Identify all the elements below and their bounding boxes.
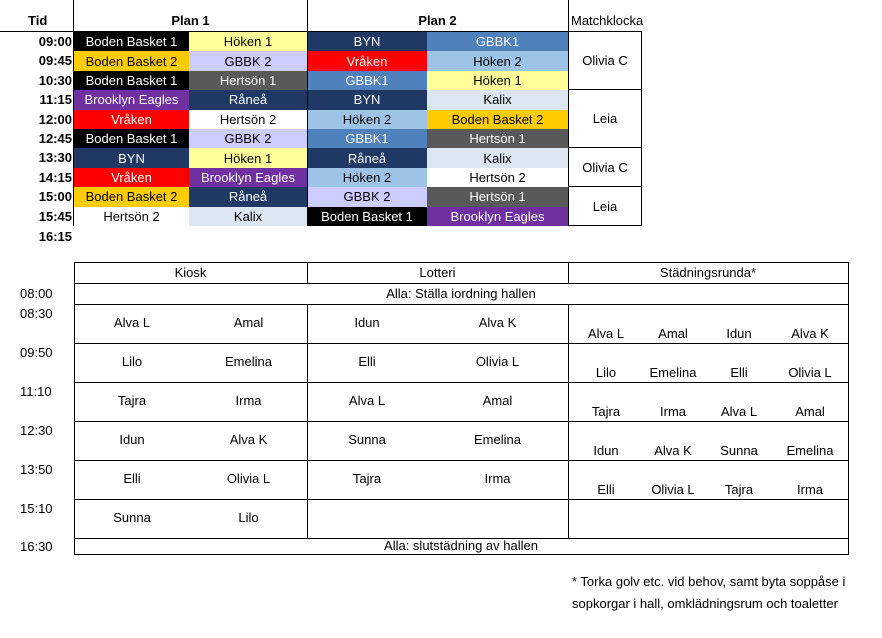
- duty-time: 15:10: [20, 501, 53, 516]
- duty-time: 16:30: [20, 539, 53, 554]
- duty-time: 12:30: [20, 423, 53, 438]
- match-team-cell: GBBK1: [427, 32, 568, 51]
- kiosk-person: Lilo: [121, 353, 143, 369]
- cleaning-person: Sunna: [720, 442, 758, 458]
- lotteri-person: Sunna: [348, 431, 386, 447]
- cleaning-person: Tajra: [724, 481, 754, 497]
- kiosk-person: Elli: [123, 470, 141, 486]
- lotteri-header: Lotteri: [419, 265, 456, 280]
- grid-line: [568, 0, 569, 32]
- duty-time: 11:10: [20, 384, 52, 399]
- kiosk-person: Idun: [119, 431, 145, 447]
- match-team-cell: GBBK 2: [189, 51, 307, 70]
- cleaning-person: Elli: [730, 364, 748, 380]
- match-team-cell: Höken 2: [307, 110, 427, 129]
- kiosk-person: Tajra: [117, 392, 147, 408]
- time-label: 15:00: [38, 189, 72, 205]
- match-team-cell: Vråken: [74, 168, 189, 187]
- match-team-cell: Råneå: [189, 90, 307, 109]
- grid-line: [74, 304, 848, 305]
- match-team-cell: GBBK 2: [307, 187, 427, 206]
- match-team-cell: Råneå: [307, 148, 427, 167]
- time-label: 15:45: [38, 208, 72, 224]
- clock-cell: Olivia C: [568, 32, 642, 90]
- match-team-cell: GBBK1: [307, 129, 427, 148]
- time-label: 12:00: [38, 111, 72, 127]
- cleaning-person: Irma: [797, 481, 823, 497]
- grid-line: [0, 31, 568, 32]
- cleaning-person: Elli: [597, 481, 615, 497]
- match-team-cell: Hertsön 2: [74, 207, 189, 226]
- match-team-cell: BYN: [307, 32, 427, 51]
- match-team-cell: Boden Basket 2: [74, 187, 189, 206]
- match-team-cell: Vråken: [307, 51, 427, 70]
- setup-all-cell: Alla: Ställa iordning hallen: [386, 286, 536, 301]
- match-team-cell: Hertsön 1: [427, 187, 568, 206]
- clock-header: Matchklocka: [571, 13, 644, 28]
- time-header: Tid: [28, 13, 48, 28]
- match-team-cell: Hertsön 1: [189, 71, 307, 90]
- match-team-cell: Brooklyn Eagles: [427, 207, 568, 226]
- grid-line: [307, 0, 308, 226]
- clock-cell: Olivia C: [568, 148, 642, 187]
- match-team-cell: Hertsön 2: [427, 168, 568, 187]
- match-team-cell: BYN: [307, 90, 427, 109]
- grid-line: [568, 31, 642, 32]
- match-team-cell: Boden Basket 2: [74, 51, 189, 70]
- time-label: 12:45: [38, 131, 72, 146]
- cleaning-person: Emelina: [649, 364, 697, 380]
- kiosk-person: Emelina: [225, 353, 272, 369]
- kiosk-person: Irma: [235, 392, 262, 408]
- grid-line: [307, 304, 308, 538]
- grid-line: [74, 460, 848, 461]
- grid-line: [74, 554, 848, 555]
- grid-line: [74, 382, 848, 383]
- kiosk-person: Lilo: [238, 509, 259, 525]
- cleanup-all-cell: Alla: slutstädning av hallen: [384, 538, 538, 553]
- kiosk-person: Sunna: [113, 509, 151, 525]
- time-label: 09:00: [38, 34, 72, 49]
- match-team-cell: Råneå: [189, 187, 307, 206]
- time-label: 09:45: [38, 53, 72, 69]
- match-team-cell: Höken 1: [189, 32, 307, 51]
- match-team-cell: GBBK1: [307, 71, 427, 90]
- match-team-cell: Kalix: [427, 148, 568, 167]
- cleaning-person: Alva L: [720, 403, 758, 419]
- end-time: 16:15: [38, 229, 72, 244]
- lotteri-person: Alva K: [478, 314, 517, 330]
- match-team-cell: Boden Basket 1: [307, 207, 427, 226]
- match-team-cell: GBBK 2: [189, 129, 307, 148]
- duty-time: 09:50: [20, 345, 53, 360]
- lotteri-person: Tajra: [352, 470, 382, 486]
- lotteri-person: Emelina: [474, 431, 521, 447]
- cleaning-person: Alva K: [654, 442, 692, 458]
- grid-line: [73, 0, 74, 226]
- cleaning-person: Irma: [660, 403, 686, 419]
- kiosk-person: Alva K: [229, 431, 268, 447]
- grid-line: [568, 304, 569, 538]
- lotteri-person: Alva L: [348, 392, 386, 408]
- clock-cell: Leia: [568, 187, 642, 226]
- cleaning-person: Idun: [726, 325, 752, 341]
- cleaning-person: Amal: [658, 325, 688, 341]
- match-team-cell: Boden Basket 1: [74, 71, 189, 90]
- time-label: 14:15: [38, 169, 72, 185]
- match-team-cell: Boden Basket 2: [427, 110, 568, 129]
- match-team-cell: Hertsön 2: [189, 110, 307, 129]
- kiosk-header: Kiosk: [174, 265, 207, 280]
- grid-line: [74, 421, 848, 422]
- match-team-cell: BYN: [74, 148, 189, 167]
- grid-line: [74, 499, 848, 500]
- grid-line: [74, 262, 75, 555]
- time-label: 11:15: [39, 92, 72, 108]
- lotteri-person: Idun: [354, 314, 380, 330]
- match-team-cell: Kalix: [427, 90, 568, 109]
- stadning-header: Städningsrunda*: [659, 265, 757, 280]
- grid-line: [74, 262, 848, 263]
- duty-time: 08:00: [20, 286, 53, 301]
- kiosk-person: Alva L: [113, 314, 151, 330]
- match-team-cell: Höken 1: [189, 148, 307, 167]
- lotteri-person: Amal: [482, 392, 513, 408]
- duty-time: 13:50: [20, 462, 53, 477]
- cleaning-person: Olivia L: [651, 481, 695, 497]
- cleaning-person: Amal: [795, 403, 825, 419]
- match-team-cell: Höken 2: [307, 168, 427, 187]
- match-team-cell: Höken 2: [427, 51, 568, 70]
- grid-line: [307, 262, 308, 283]
- match-team-cell: Brooklyn Eagles: [74, 90, 189, 109]
- lotteri-person: Elli: [358, 353, 376, 369]
- plan2-header: Plan 2: [418, 13, 457, 28]
- cleaning-person: Emelina: [786, 442, 834, 458]
- cleaning-person: Tajra: [591, 403, 621, 419]
- cleaning-person: Olivia L: [788, 364, 832, 380]
- match-team-cell: Kalix: [189, 207, 307, 226]
- cleaning-person: Lilo: [595, 364, 617, 380]
- match-team-cell: Vråken: [74, 110, 189, 129]
- grid-line: [74, 343, 848, 344]
- match-team-cell: Höken 1: [427, 71, 568, 90]
- grid-line: [848, 262, 849, 555]
- duty-time: 08:30: [20, 306, 53, 321]
- match-team-cell: Boden Basket 1: [74, 129, 189, 148]
- cleaning-person: Alva L: [587, 325, 625, 341]
- cleaning-person: Idun: [593, 442, 619, 458]
- grid-line: [74, 283, 848, 284]
- cleaning-person: Alva K: [791, 325, 829, 341]
- time-label: 10:30: [38, 72, 72, 88]
- kiosk-person: Amal: [233, 314, 264, 330]
- clock-cell: Leia: [568, 90, 642, 148]
- grid-line: [568, 262, 569, 283]
- footnote-line-1: * Torka golv etc. vid behov, samt byta soppåse i: [572, 574, 846, 589]
- match-team-cell: Boden Basket 1: [74, 32, 189, 51]
- lotteri-person: Irma: [484, 470, 511, 486]
- match-team-cell: Hertsön 1: [427, 129, 568, 148]
- kiosk-person: Olivia L: [226, 470, 271, 486]
- match-team-cell: Brooklyn Eagles: [189, 168, 307, 187]
- lotteri-person: Olivia L: [475, 353, 520, 369]
- footnote-line-2: sopkorgar i hall, omklädningsrum och toaletter: [572, 596, 838, 611]
- time-label: 13:30: [38, 150, 72, 166]
- plan1-header: Plan 1: [171, 13, 210, 28]
